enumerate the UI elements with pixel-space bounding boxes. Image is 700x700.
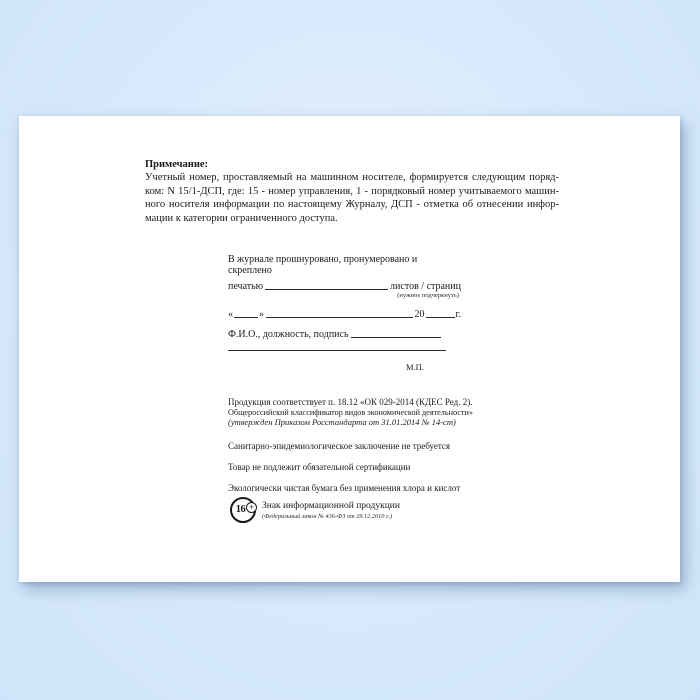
conformity-line-italic: (утвержден Приказом Росстандарта от 31.01.2014 № 14-ст)	[228, 417, 456, 427]
year-blank	[426, 307, 455, 318]
compliance-note: Экологически чистая бумага без применения хлора и кислот	[228, 483, 461, 493]
document-page	[19, 116, 680, 582]
age-rating-16-icon	[230, 497, 256, 523]
seal-label: печатью	[228, 281, 264, 292]
age-mark-block	[228, 497, 483, 537]
age-rating-number: 16	[235, 504, 246, 515]
seal-sheets-row	[228, 279, 461, 292]
signature-label: Ф.И.О., должность, подпись	[228, 329, 349, 340]
note-block	[145, 158, 559, 225]
note-body-line: ком: N 15/1-ДСП, где: 15 - номер управления, 1 - порядковый номер учитываемого машин-	[145, 185, 559, 197]
journal-certification-block	[228, 254, 461, 384]
compliance-note: Санитарно-эпидемиологическое заключение не требуется	[228, 441, 451, 451]
age-mark-law-note: (Федеральный закон № 436-ФЗ от 29.12.2010 г.)	[262, 513, 393, 520]
signature-row	[228, 327, 443, 340]
signature-blank	[351, 327, 441, 338]
conformity-line: Продукция соответствует п. 18.12 «ОК 029-2014 (КДЕС Ред. 2).	[228, 397, 473, 407]
day-blank	[234, 307, 258, 318]
underline-instruction: (нужное подчеркнуть)	[397, 292, 459, 299]
note-body-line: ного носителя информации по настоящему Журналу, ДСП - отметка об отнесении инфор-	[145, 199, 559, 211]
date-row	[228, 307, 461, 320]
sheets-count-blank	[265, 279, 388, 290]
conformity-line: Общероссийский классификатор видов экономической деятельности»	[228, 407, 473, 417]
year-suffix: г.	[455, 309, 461, 320]
certification-intro: В журнале прошнуровано, пронумеровано и скреплено	[228, 254, 418, 276]
stamp-place-abbr: М.П.	[406, 362, 424, 372]
sheets-label: листов / страниц	[390, 281, 461, 292]
age-rating-plus-icon: +	[246, 502, 257, 513]
year-prefix: 20	[414, 309, 425, 320]
note-body-line: мации к категории ограниченного доступа.	[145, 212, 338, 224]
signature-continuation-blank	[228, 344, 446, 351]
compliance-note: Товар не подлежит обязательной сертификации	[228, 462, 411, 472]
note-heading: Примечание:	[145, 159, 209, 170]
month-blank	[266, 307, 413, 318]
quote-open: «	[228, 309, 233, 320]
product-conformity-block	[228, 397, 483, 427]
note-body-line: Учетный номер, проставляемый на машинном носителе, формируется следующим поряд-	[145, 172, 559, 184]
quote-close: »	[259, 309, 264, 320]
age-mark-label: Знак информационной продукции	[262, 501, 400, 511]
